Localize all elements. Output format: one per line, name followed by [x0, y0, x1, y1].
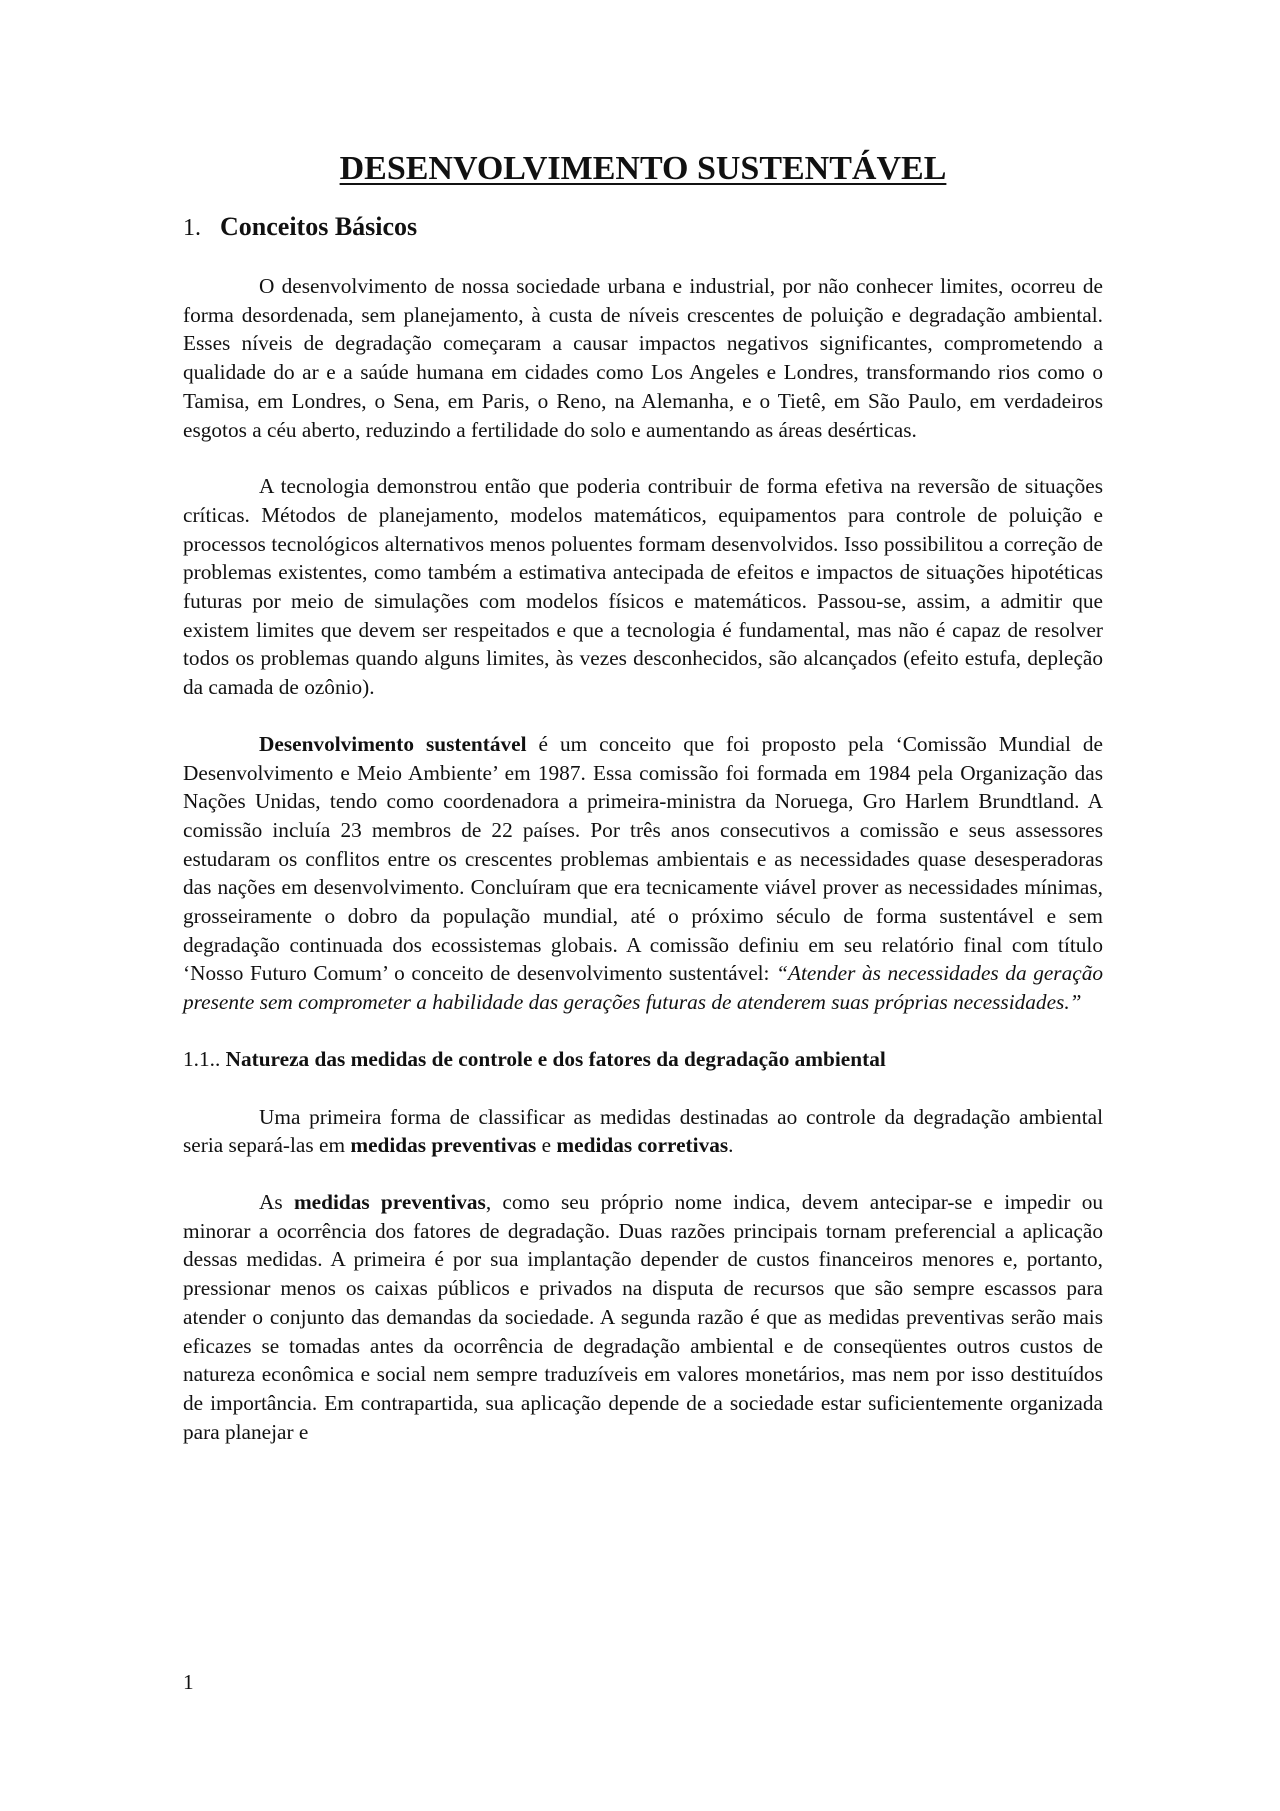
section-label: Conceitos Básicos — [220, 212, 418, 241]
term-bold-preventivas: medidas preventivas — [350, 1133, 537, 1158]
paragraph-4-text-3: . — [728, 1133, 734, 1158]
paragraph-4-text-2: e — [536, 1133, 557, 1158]
definition-quote: “Atender às necessidades da geração presente sem comprometer a habilidade das gerações futuras de atenderem suas próprias necessidades.” — [183, 961, 1103, 1015]
term-bold-preventivas-2: medidas preventivas — [293, 1189, 486, 1214]
section-heading-1 — [183, 211, 1103, 244]
paragraph-2: A tecnologia demonstrou então que poderia contribuir de forma efetiva na reversão de situações críticas. Métodos de planejamento, modelos matemáticos, equipamentos para controle de poluição e processos tecnológicos alternativos menos poluentes formam desenvolvidos. Isso possibilitou a correção de problemas existentes, como também a estimativa antecipada de efeitos e impactos de situações hipotéticas futuras por meio de simulações com modelos físicos e matemáticos. Passou-se, assim, a admitir que existem limites que devem ser respeitados e que a tecnologia é fundamental, mas não é capaz de resolver todos os problemas quando alguns limites, às vezes desconhecidos, são alcançados (efeito estufa, depleção da camada de ozônio). — [183, 474, 1103, 700]
paragraph-1: O desenvolvimento de nossa sociedade urbana e industrial, por não conhecer limites, ocorreu de forma desordenada, sem planejamento, à custa de níveis crescentes de poluição e degradação ambiental. Esses níveis de degradação começaram a causar impactos negativos significantes, comprometendo a qualidade do ar e a saúde humana em cidades como Los Angeles e Londres, transformando rios como o Tamisa, em Londres, o Sena, em Paris, o Reno, na Alemanha, e o Tietê, em São Paulo, em verdadeiros esgotos a céu aberto, reduzindo a fertilidade do solo e aumentando as áreas desérticas. — [183, 274, 1103, 442]
term-bold: Desenvolvimento sustentável — [259, 731, 527, 756]
paragraph-3 — [183, 730, 1103, 1017]
section-number: 1. — [183, 215, 201, 241]
paragraph-5-text-2: , como seu próprio nome indica, devem antecipar-se e impedir ou minorar a ocorrência dos fatores de degradação. Duas razões principais tornam preferencial a aplicação dessas medidas. A primeira é por sua implantação depender de custos financeiros menores e, portanto, pressionar menos os caixas públicos e privados na disputa de recursos que são sempre escassos para atender o conjunto das demandas da sociedade. A segunda razão é que as medidas preventivas serão mais eficazes se tomadas antes da ocorrência de degradação ambiental e de conseqüentes outros custos de natureza econômica e social nem sempre traduzíveis em valores monetários, mas nem por isso destituídos de importância. Em contrapartida, sua aplicação depende de a sociedade estar suficientemente organizada para planejar e — [183, 1189, 1104, 1444]
subsection-number: 1.1.. — [183, 1046, 226, 1071]
document-title: DESENVOLVIMENTO SUSTENTÁVEL — [339, 150, 947, 187]
term-bold-corretivas: medidas corretivas — [556, 1133, 729, 1158]
subsection-heading-1-1 — [183, 1045, 1103, 1074]
paragraph-4-text-1: Uma primeira forma de classificar as medidas destinadas ao controle da degradação ambiental seria separá-las em — [183, 1104, 1103, 1158]
paragraph-5 — [183, 1188, 1103, 1446]
paragraph-4 — [183, 1103, 1103, 1160]
paragraph-5-text-1: As — [259, 1189, 294, 1214]
paragraph-3-body: é um conceito que foi proposto pela ‘Comissão Mundial de Desenvolvimento e Meio Ambiente’ em 1987. Essa comissão foi formada em 1984 pela Organização das Nações Unidas, tendo como coordenadora a primeira-ministra da Noruega, Gro Harlem Brundtland. A comissão incluía 23 membros de 22 países. Por três anos consecutivos a comissão e seus assessores estudaram os conflitos entre os crescentes problemas ambientais e as necessidades quase desesperadoras das nações em desenvolvimento. Concluíram que era tecnicamente viável prover as necessidades mínimas, grosseiramente o dobro da população mundial, até o próximo século de forma sustentável e sem degradação continuada dos ecossistemas globais. A comissão definiu em seu relatório final com título ‘Nosso Futuro Comum’ o conceito de desenvolvimento sustentável: — [183, 731, 1103, 986]
subsection-label: Natureza das medidas de controle e dos fatores da degradação ambiental — [225, 1046, 886, 1071]
page-number: 1 — [183, 1670, 194, 1694]
document-body — [183, 149, 1103, 1474]
